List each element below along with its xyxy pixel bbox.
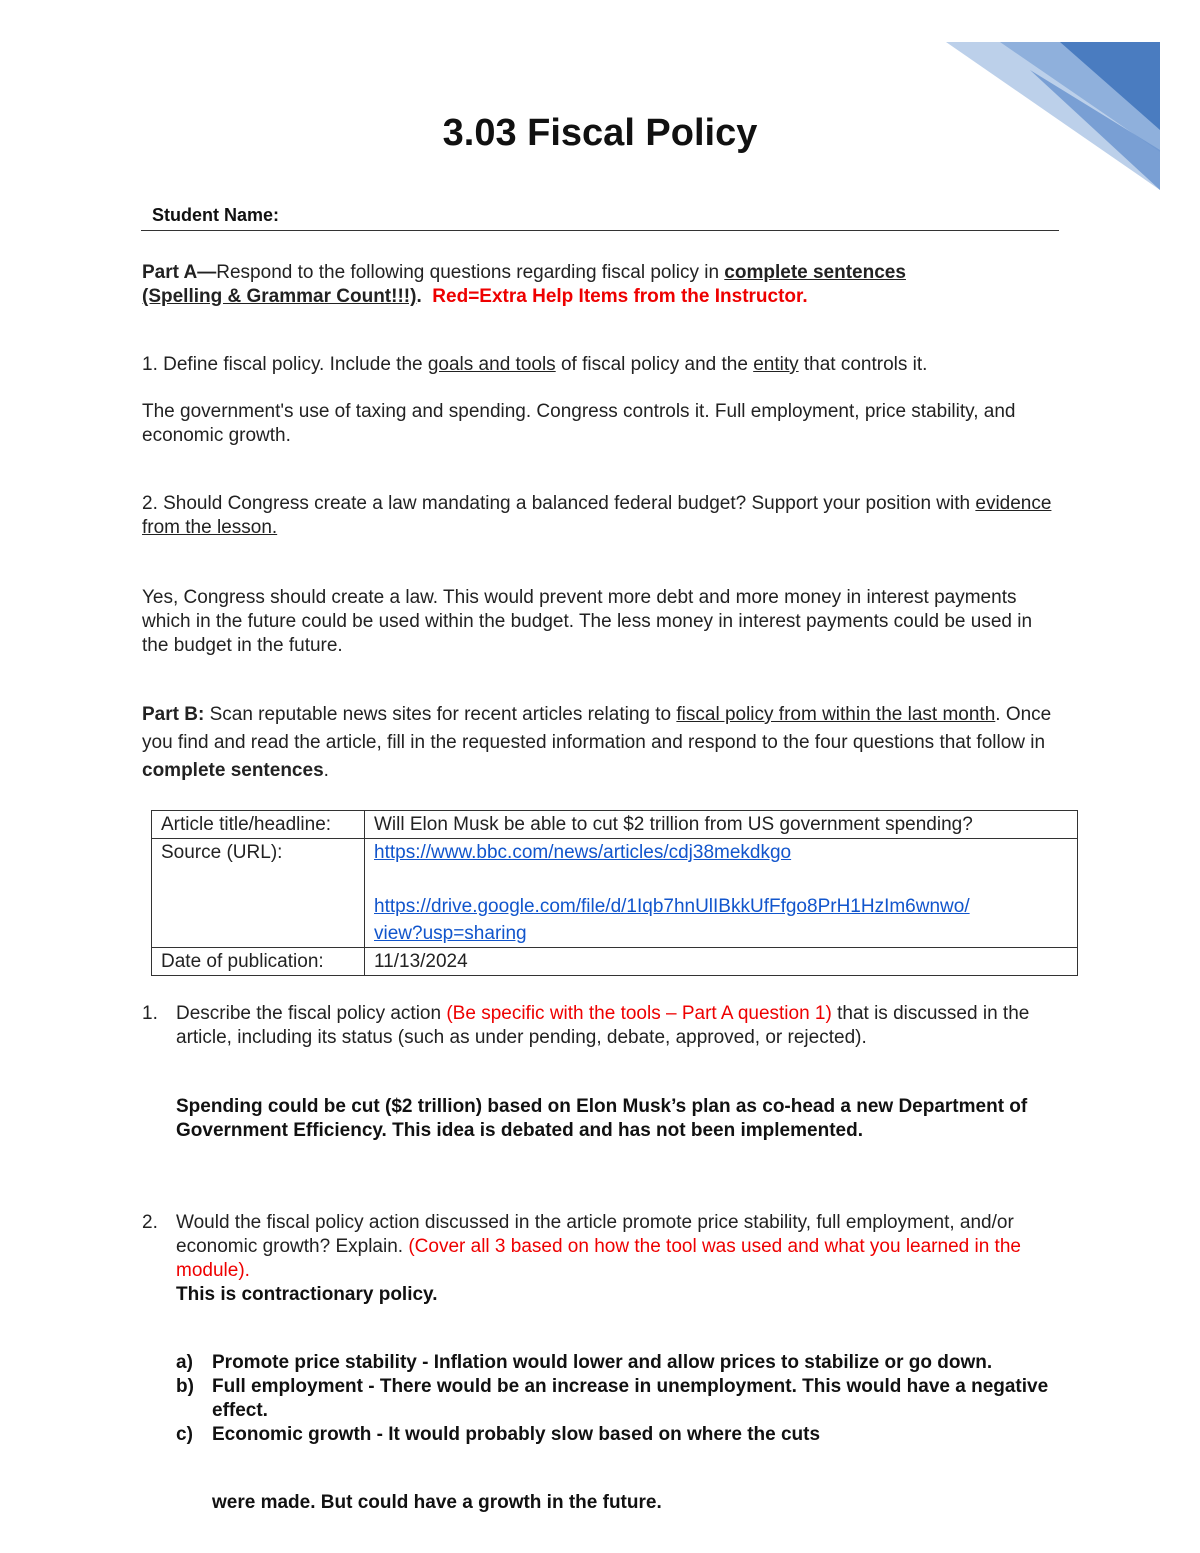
- item-b-letter: b): [176, 1376, 194, 1397]
- item-a-letter: a): [176, 1352, 193, 1373]
- date-label: Date of publication:: [152, 948, 365, 976]
- source-value: [365, 839, 1078, 948]
- title-value[interactable]: Will Elon Musk be able to cut $2 trillion from US government spending?: [365, 811, 1078, 839]
- b1-text: Describe the fiscal policy action: [176, 1003, 447, 1024]
- item-c-text: Economic growth - It would probably slow based on where the cuts: [212, 1424, 821, 1445]
- item-c-continued: were made. But could have a growth in the future.: [212, 1492, 662, 1513]
- b2-red-note: (Cover all 3 based on how the tool was used and what you learned in the module).: [176, 1236, 1021, 1281]
- bbc-link[interactable]: https://www.bbc.com/news/articles/cdj38mekdkgo: [374, 842, 792, 863]
- source-label: Source (URL):: [152, 839, 365, 948]
- part-b-text-mid: . Once you find and read the article, fill in the requested information and respond to the four questions that follow in: [142, 704, 1052, 753]
- answer-b2: This is contractionary policy.: [176, 1284, 438, 1305]
- title-label: Article title/headline:: [152, 811, 365, 839]
- table-row: [152, 948, 1078, 976]
- question-b2: [142, 1211, 1062, 1283]
- item-b-text: Full employment - There would be an increase in unemployment. This would have a negative effect.: [212, 1376, 1049, 1421]
- part-a-emphasis: complete sentences: [724, 262, 906, 283]
- part-b-end: .: [323, 760, 329, 781]
- q2-underlined: evidence from the lesson.: [142, 493, 1052, 538]
- q1-text-mid: of fiscal policy and the: [555, 354, 754, 375]
- part-a-text: Respond to the following questions regarding fiscal policy in: [216, 262, 725, 283]
- answer-1: The government's use of taxing and spending. Congress controls it. Full employment, price stability, and economic growth.: [142, 401, 1016, 446]
- b1-text-end: that is discussed in the article, including its status (such as under pending, debate, approved, or rejected).: [176, 1003, 1030, 1048]
- article-info-table: [151, 810, 1078, 976]
- part-b-label: Part B:: [142, 704, 205, 725]
- answer-b2-b: [176, 1375, 1076, 1423]
- b1-number: 1.: [142, 1003, 158, 1024]
- q1-underlined-entity: entity: [753, 354, 799, 375]
- item-a-text: Promote price stability - Inflation would lower and allow prices to stabilize or go down.: [212, 1352, 993, 1373]
- part-a-instructions: [142, 261, 1062, 309]
- q1-text: 1. Define fiscal policy. Include the: [142, 354, 428, 375]
- drive-link[interactable]: [374, 896, 970, 944]
- drive-link-part1: https://drive.google.com/file/d/1Iqb7hnUlIBkkUfFfgo8PrH1HzIm6wnwo/: [374, 896, 970, 917]
- student-name-field[interactable]: [141, 230, 1059, 231]
- date-value[interactable]: 11/13/2024: [365, 948, 1078, 976]
- part-a-label: Part A—: [142, 262, 217, 283]
- table-row: [152, 839, 1078, 948]
- item-c-letter: c): [176, 1424, 193, 1445]
- question-2: [142, 492, 1057, 540]
- answer-b2-a: [176, 1351, 1076, 1375]
- b1-red-note: (Be specific with the tools – Part A question 1): [446, 1003, 832, 1024]
- red-note: Red=Extra Help Items from the Instructor.: [432, 286, 808, 307]
- q2-text: 2. Should Congress create a law mandating a balanced federal budget? Support your position with: [142, 493, 976, 514]
- q1-text-end: that controls it.: [798, 354, 928, 375]
- table-row: [152, 811, 1078, 839]
- answer-b1: Spending could be cut ($2 trillion) based on Elon Musk’s plan as co-head a new Department of Government Efficiency. This idea is debated and has not been implemented.: [176, 1096, 1028, 1141]
- b2-text: Would the fiscal policy action discussed in the article promote price stability, full employment, and/or economic growth? Explain.: [176, 1212, 1014, 1257]
- question-b1: [142, 1002, 1062, 1050]
- b2-number: 2.: [142, 1212, 158, 1233]
- question-1: [142, 353, 1062, 377]
- page-title: 3.03 Fiscal Policy: [442, 112, 758, 154]
- student-name-label: Student Name:: [152, 205, 280, 225]
- drive-link-part2: view?usp=sharing: [374, 923, 527, 944]
- part-b-bold: complete sentences: [142, 760, 324, 781]
- part-b-underlined: fiscal policy from within the last month: [676, 704, 996, 725]
- answer-b2-c: [176, 1423, 1076, 1447]
- q1-underlined-goals: goals and tools: [427, 354, 556, 375]
- answer-2: Yes, Congress should create a law. This would prevent more debt and more money in interest payments which in the future could be used within the budget. The less money in interest payments could be used in the budget in the future.: [142, 587, 1033, 656]
- part-b-text: Scan reputable news sites for recent articles relating to: [204, 704, 677, 725]
- part-a-emphasis-2: (Spelling & Grammar Count!!!): [142, 286, 417, 307]
- part-b-instructions: [142, 701, 1052, 785]
- part-a-dot: .: [416, 286, 422, 307]
